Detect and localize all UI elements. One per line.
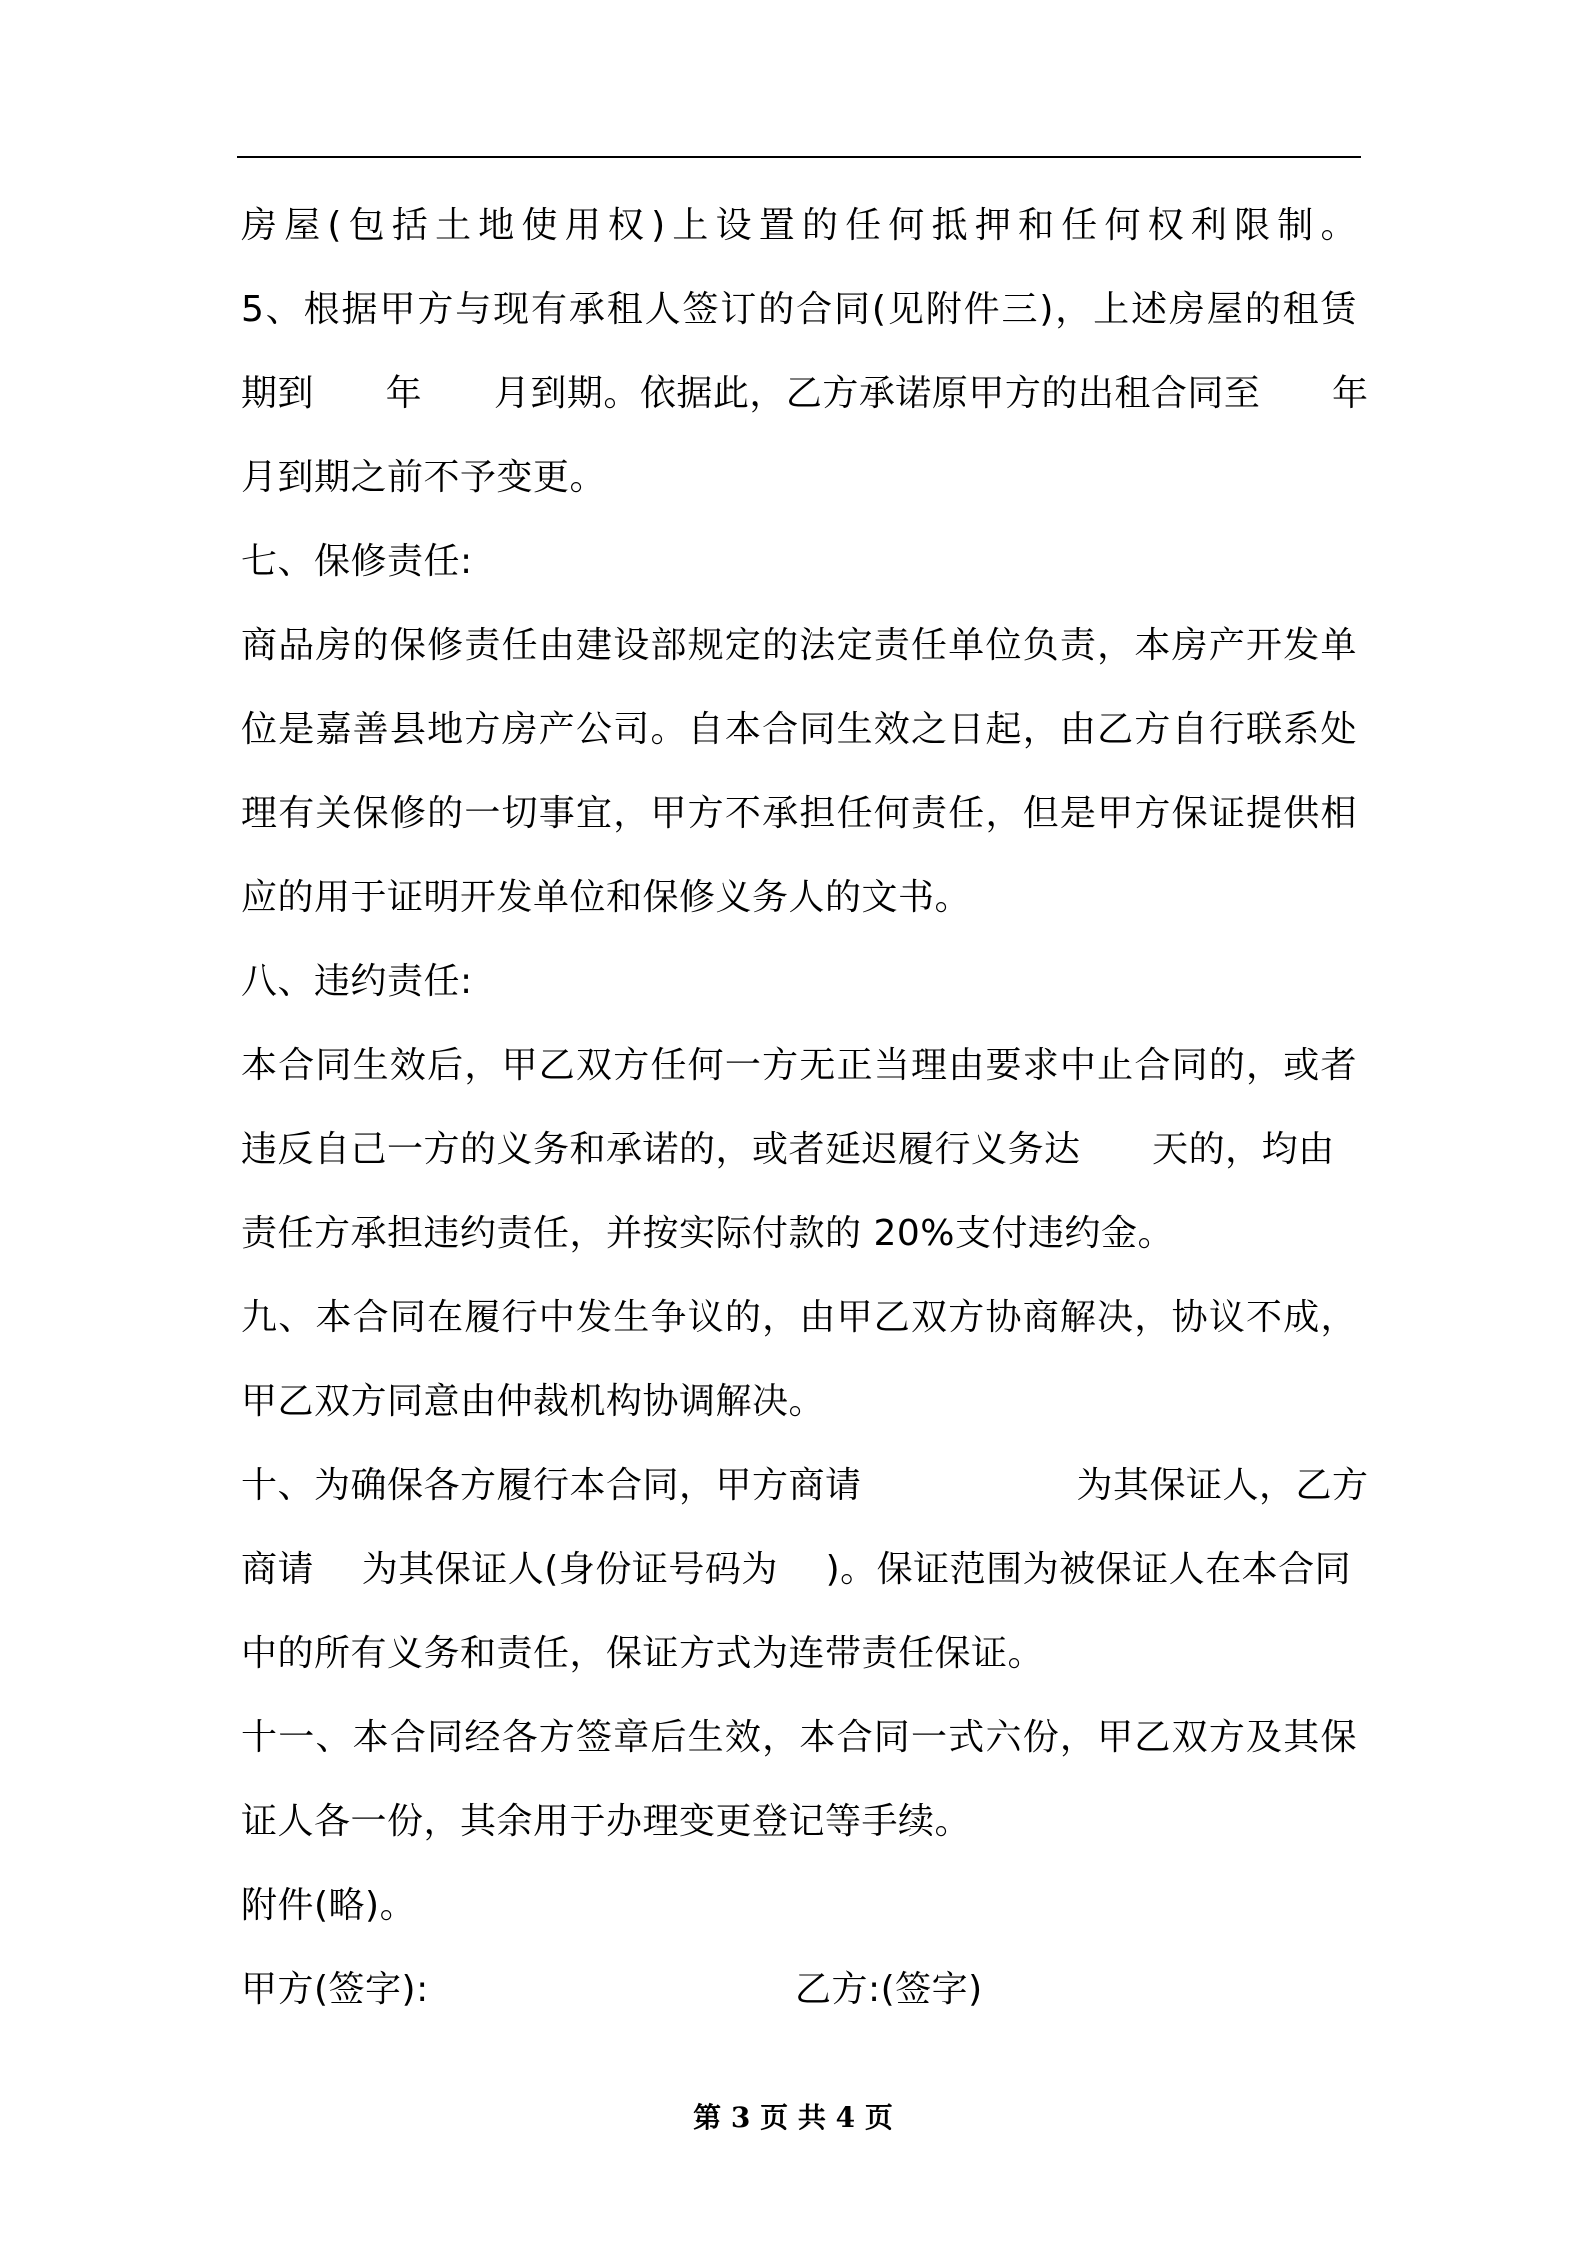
party-b-signature-label: 乙方:(签字) (795, 1969, 983, 2010)
body-line-2: 5、根据甲方与现有承租人签订的合同(见附件三)，上述房屋的租赁 (241, 289, 1357, 330)
body-line-17: 商请 为其保证人(身份证号码为 )。保证范围为被保证人在本合同 (241, 1549, 1352, 1590)
header-rule (237, 156, 1361, 158)
attachment-note: 附件(略)。 (241, 1885, 417, 1926)
body-line-6: 商品房的保修责任由建设部规定的法定责任单位负责，本房产开发单 (241, 625, 1357, 666)
body-line-8: 理有关保修的一切事宜，甲方不承担任何责任，但是甲方保证提供相 (241, 793, 1357, 834)
body-line-7: 位是嘉善县地方房产公司。自本合同生效之日起，由乙方自行联系处 (241, 709, 1357, 750)
body-line-11: 本合同生效后，甲乙双方任何一方无正当理由要求中止合同的，或者 (241, 1045, 1357, 1086)
body-line-19: 十一、本合同经各方签章后生效，本合同一式六份，甲乙双方及其保 (241, 1717, 1357, 1758)
body-line-20: 证人各一份，其余用于办理变更登记等手续。 (241, 1801, 972, 1842)
body-line-18: 中的所有义务和责任，保证方式为连带责任保证。 (241, 1633, 1045, 1674)
body-line-3: 期到 年 月到期。依据此，乙方承诺原甲方的出租合同至 年 (241, 373, 1369, 414)
section-heading-breach: 八、违约责任: (241, 961, 473, 1002)
body-line-16: 十、为确保各方履行本合同，甲方商请 为其保证人，乙方 (241, 1465, 1369, 1506)
page-number: 第 3 页 共 4 页 (693, 2101, 893, 2134)
body-line-13: 责任方承担违约责任，并按实际付款的 20%支付违约金。 (241, 1213, 1174, 1254)
body-line-1: 房屋(包括土地使用权)上设置的任何抵押和任何权利限制。 (241, 205, 1357, 246)
section-heading-warranty: 七、保修责任: (241, 541, 473, 582)
body-line-4: 月到期之前不予变更。 (241, 457, 607, 498)
party-a-signature-label: 甲方(签字): (241, 1969, 429, 2010)
body-line-9: 应的用于证明开发单位和保修义务人的文书。 (241, 877, 972, 918)
body-line-15: 甲乙双方同意由仲裁机构协调解决。 (241, 1381, 826, 1422)
body-line-12: 违反自己一方的义务和承诺的，或者延迟履行义务达 天的，均由 (241, 1129, 1335, 1170)
body-line-14: 九、本合同在履行中发生争议的，由甲乙双方协商解决，协议不成， (241, 1297, 1357, 1338)
